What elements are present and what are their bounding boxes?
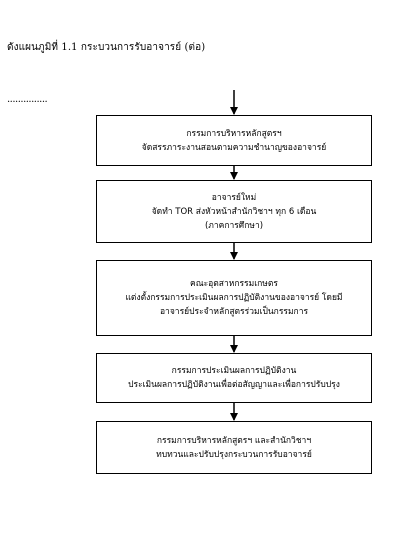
box-3-line-1: คณะอุตสาหกรรมเกษตร — [190, 279, 278, 289]
box-2-line-1: อาจารย์ใหม่ — [211, 192, 257, 203]
box-4-line-1: กรรมการประเมินผลการปฏิบัติงาน — [171, 366, 297, 376]
process-box-1 — [96, 115, 372, 166]
box-1-line-2: จัดสรรภาระงานสอนตามความชำนาญของอาจารย์ — [141, 142, 327, 153]
process-box-5 — [96, 421, 372, 474]
box-2-line-3: (ภาคการศึกษา) — [204, 220, 264, 231]
process-box-2 — [96, 180, 372, 243]
process-box-4 — [96, 353, 372, 403]
box-1-line-1: กรรมการบริหารหลักสูตรฯ — [186, 128, 282, 139]
box-5-line-2: ทบทวนและปรับปรุงกระบวนการรับอาจารย์ — [156, 449, 312, 460]
figure-caption: ดังแผนภูมิที่ 1.1 กระบวนการรับอาจารย์ (ต่อ) — [7, 42, 206, 53]
continuation-dots: ............... — [7, 94, 48, 105]
box-3-line-3: อาจารย์ประจำหลักสูตรร่วมเป็นกรรมการ — [159, 307, 309, 317]
process-box-3 — [96, 260, 372, 336]
box-2-line-2: จัดทำ TOR ส่งหัวหน้าสำนักวิชาฯ ทุก 6 เดือน — [151, 206, 317, 217]
box-4-line-2: ประเมินผลการปฏิบัติงานเพื่อต่อสัญญาและเพื่อการปรับปรุง — [128, 380, 340, 390]
box-5-line-1: กรรมการบริหารหลักสูตรฯ และสำนักวิชาฯ — [156, 435, 312, 446]
box-3-line-2: แต่งตั้งกรรมการประเมินผลการปฏิบัติงานของอาจารย์ โดยมี — [125, 293, 343, 303]
